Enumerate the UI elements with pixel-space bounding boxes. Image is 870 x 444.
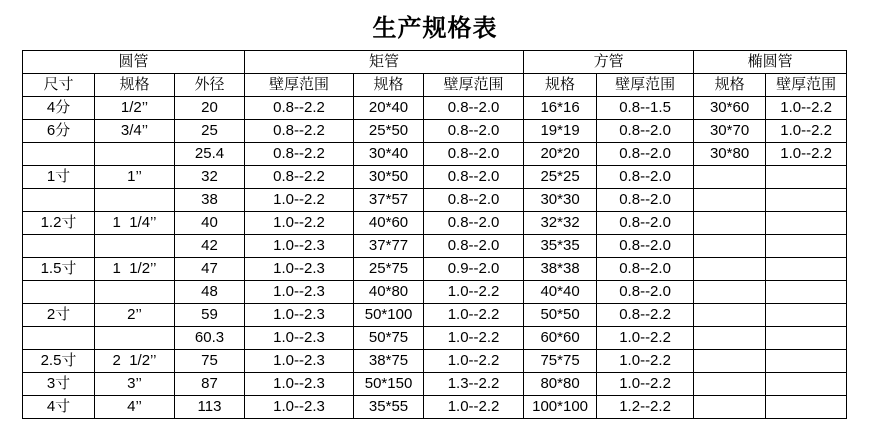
table-cell: 113 (175, 396, 245, 419)
table-cell: 50*150 (354, 373, 424, 396)
table-cell: 0.8--2.2 (245, 143, 354, 166)
table-row (23, 281, 847, 304)
table-row (23, 396, 847, 419)
table-cell: 0.8--2.0 (424, 235, 524, 258)
table-cell: 42 (175, 235, 245, 258)
table-cell (95, 235, 175, 258)
table-cell: 1.2--2.2 (597, 396, 694, 419)
table-cell: 2.5寸 (23, 350, 95, 373)
table-cell: 16*16 (524, 97, 597, 120)
table-cell: 60*60 (524, 327, 597, 350)
table-cell: 0.8--2.0 (597, 281, 694, 304)
group-square-tube: 方管 (524, 51, 694, 74)
table-cell: 1 1/2’’ (95, 258, 175, 281)
table-cell: 25 (175, 120, 245, 143)
table-cell: 38 (175, 189, 245, 212)
table-cell: 60.3 (175, 327, 245, 350)
table-cell: 0.8--2.0 (597, 120, 694, 143)
table-cell (23, 189, 95, 212)
table-cell: 1.0--2.2 (424, 304, 524, 327)
table-cell (23, 281, 95, 304)
table-cell: 0.8--1.5 (597, 97, 694, 120)
table-cell: 0.8--2.0 (597, 143, 694, 166)
table-row (23, 327, 847, 350)
table-cell: 1.0--2.2 (766, 97, 847, 120)
table-cell: 20*20 (524, 143, 597, 166)
table-cell: 0.8--2.0 (424, 120, 524, 143)
table-cell: 38*75 (354, 350, 424, 373)
table-cell: 0.8--2.2 (597, 304, 694, 327)
table-cell (694, 258, 766, 281)
table-cell: 30*50 (354, 166, 424, 189)
table-cell: 0.8--2.0 (424, 166, 524, 189)
table-cell: 6分 (23, 120, 95, 143)
table-cell (694, 166, 766, 189)
table-cell (766, 235, 847, 258)
table-cell: 2寸 (23, 304, 95, 327)
table-cell: 1.0--2.2 (245, 212, 354, 235)
table-cell (694, 396, 766, 419)
column-header: 尺寸 (23, 74, 95, 97)
table-row (23, 304, 847, 327)
table-cell (766, 189, 847, 212)
table-cell: 0.8--2.0 (597, 189, 694, 212)
column-header: 规格 (694, 74, 766, 97)
table-cell (766, 166, 847, 189)
table-cell (766, 396, 847, 419)
table-cell: 2 1/2’’ (95, 350, 175, 373)
table-cell: 0.9--2.0 (424, 258, 524, 281)
table-cell: 0.8--2.0 (424, 97, 524, 120)
table-cell: 1.0--2.3 (245, 304, 354, 327)
table-cell: 1.0--2.3 (245, 373, 354, 396)
table-cell (766, 373, 847, 396)
table-cell: 40*40 (524, 281, 597, 304)
table-cell: 30*40 (354, 143, 424, 166)
group-header-row (23, 51, 847, 74)
table-row (23, 258, 847, 281)
table-cell: 0.8--2.2 (245, 166, 354, 189)
table-cell: 40*60 (354, 212, 424, 235)
table-cell (766, 212, 847, 235)
table-cell: 1.0--2.2 (597, 373, 694, 396)
table-cell (694, 304, 766, 327)
table-cell: 20*40 (354, 97, 424, 120)
table-cell: 0.8--2.0 (597, 212, 694, 235)
table-cell: 1.0--2.3 (245, 235, 354, 258)
table-cell: 4分 (23, 97, 95, 120)
table-cell (95, 281, 175, 304)
table-cell: 1.5寸 (23, 258, 95, 281)
table-cell: 1.0--2.2 (424, 281, 524, 304)
column-header: 规格 (524, 74, 597, 97)
table-cell (766, 258, 847, 281)
table-cell: 87 (175, 373, 245, 396)
table-cell: 30*30 (524, 189, 597, 212)
table-cell: 48 (175, 281, 245, 304)
table-cell: 75 (175, 350, 245, 373)
table-cell: 30*80 (694, 143, 766, 166)
table-cell: 1.0--2.3 (245, 327, 354, 350)
table-cell (766, 350, 847, 373)
table-cell: 0.8--2.0 (424, 189, 524, 212)
table-cell: 1.0--2.2 (766, 143, 847, 166)
table-cell: 1.0--2.2 (597, 327, 694, 350)
table-row (23, 189, 847, 212)
table-cell: 100*100 (524, 396, 597, 419)
table-cell: 2’’ (95, 304, 175, 327)
table-cell: 0.8--2.0 (597, 258, 694, 281)
table-cell: 50*75 (354, 327, 424, 350)
table-cell: 50*100 (354, 304, 424, 327)
group-oval-tube: 椭圆管 (694, 51, 847, 74)
table-cell: 0.8--2.0 (424, 143, 524, 166)
table-cell: 1寸 (23, 166, 95, 189)
column-header: 壁厚范围 (766, 74, 847, 97)
group-round-tube: 圆管 (23, 51, 245, 74)
table-cell (766, 304, 847, 327)
table-cell: 25*50 (354, 120, 424, 143)
table-cell: 30*60 (694, 97, 766, 120)
table-cell: 1.2寸 (23, 212, 95, 235)
table-cell: 1.0--2.2 (245, 189, 354, 212)
spec-table (22, 50, 847, 419)
table-row (23, 120, 847, 143)
table-cell (95, 143, 175, 166)
table-cell: 19*19 (524, 120, 597, 143)
table-row (23, 235, 847, 258)
table-cell: 0.8--2.0 (597, 235, 694, 258)
table-cell: 3寸 (23, 373, 95, 396)
table-cell: 4’’ (95, 396, 175, 419)
table-cell (23, 235, 95, 258)
column-header: 壁厚范围 (424, 74, 524, 97)
table-cell (694, 235, 766, 258)
table-cell: 38*38 (524, 258, 597, 281)
table-cell: 40 (175, 212, 245, 235)
table-cell: 25.4 (175, 143, 245, 166)
column-header-row (23, 74, 847, 97)
table-cell: 1 1/4’’ (95, 212, 175, 235)
table-cell: 1.0--2.2 (766, 120, 847, 143)
table-cell (694, 281, 766, 304)
table-cell: 1/2’’ (95, 97, 175, 120)
table-cell: 0.8--2.2 (245, 97, 354, 120)
table-row (23, 350, 847, 373)
table-cell: 30*70 (694, 120, 766, 143)
column-header: 壁厚范围 (597, 74, 694, 97)
table-cell: 0.8--2.0 (597, 166, 694, 189)
table-row (23, 212, 847, 235)
column-header: 壁厚范围 (245, 74, 354, 97)
table-cell: 40*80 (354, 281, 424, 304)
table-cell: 50*50 (524, 304, 597, 327)
table-cell (23, 143, 95, 166)
table-cell: 1.0--2.3 (245, 396, 354, 419)
table-cell: 1.3--2.2 (424, 373, 524, 396)
table-cell: 25*25 (524, 166, 597, 189)
table-row (23, 143, 847, 166)
table-cell (694, 327, 766, 350)
table-cell: 3’’ (95, 373, 175, 396)
table-cell: 59 (175, 304, 245, 327)
table-cell: 4寸 (23, 396, 95, 419)
table-cell (766, 281, 847, 304)
page-title: 生产规格表 (372, 14, 498, 42)
column-header: 外径 (175, 74, 245, 97)
table-cell: 1.0--2.2 (597, 350, 694, 373)
table-cell: 37*77 (354, 235, 424, 258)
table-cell (23, 327, 95, 350)
table-cell (694, 350, 766, 373)
table-cell: 3/4’’ (95, 120, 175, 143)
table-cell (694, 373, 766, 396)
group-rect-tube: 矩管 (245, 51, 524, 74)
table-cell: 1.0--2.2 (424, 396, 524, 419)
table-cell: 1.0--2.2 (424, 350, 524, 373)
column-header: 规格 (354, 74, 424, 97)
table-cell: 1.0--2.3 (245, 258, 354, 281)
table-cell: 32*32 (524, 212, 597, 235)
table-cell: 1.0--2.2 (424, 327, 524, 350)
table-cell (694, 212, 766, 235)
table-cell: 32 (175, 166, 245, 189)
table-cell: 37*57 (354, 189, 424, 212)
column-header: 规格 (95, 74, 175, 97)
table-cell (766, 327, 847, 350)
table-cell (95, 189, 175, 212)
table-cell: 20 (175, 97, 245, 120)
table-cell: 0.8--2.2 (245, 120, 354, 143)
table-cell: 25*75 (354, 258, 424, 281)
table-cell (95, 327, 175, 350)
table-cell: 47 (175, 258, 245, 281)
table-cell: 75*75 (524, 350, 597, 373)
table-row (23, 97, 847, 120)
table-cell: 35*35 (524, 235, 597, 258)
table-cell: 1’’ (95, 166, 175, 189)
table-cell (694, 189, 766, 212)
table-row (23, 166, 847, 189)
table-cell: 0.8--2.0 (424, 212, 524, 235)
table-cell: 1.0--2.3 (245, 281, 354, 304)
table-cell: 1.0--2.3 (245, 350, 354, 373)
table-cell: 80*80 (524, 373, 597, 396)
table-row (23, 373, 847, 396)
table-cell: 35*55 (354, 396, 424, 419)
